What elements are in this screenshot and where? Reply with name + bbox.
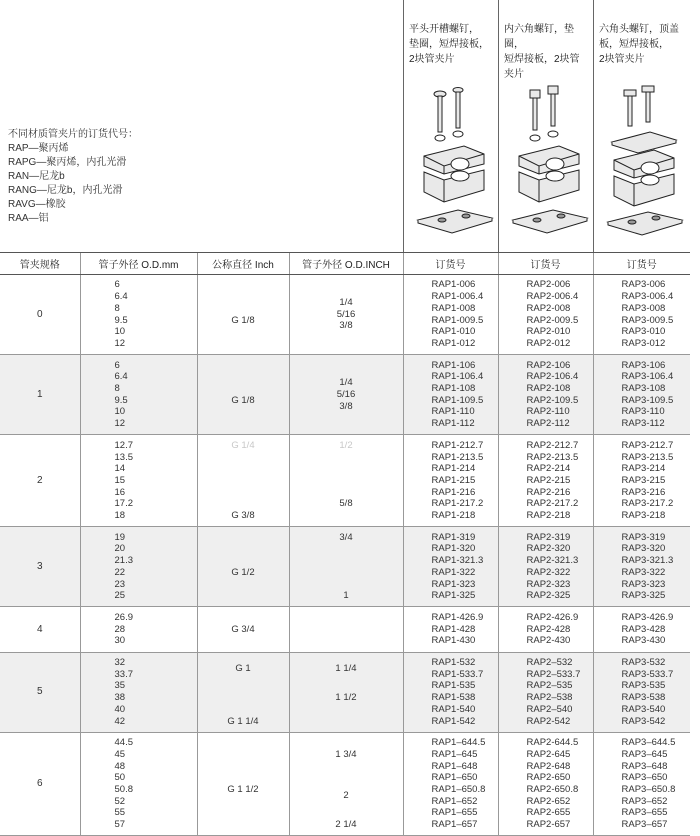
- order-code-value: RAP3-217.2: [621, 498, 674, 510]
- order-code-value: RAP2-112: [526, 418, 570, 430]
- order-code-value: RAP3-321.3: [621, 555, 674, 567]
- od-mm-value: 9.5: [114, 394, 128, 406]
- order-code-rap3-cell: [593, 355, 690, 435]
- column-header-order-code-rap3: 订货号: [593, 253, 690, 275]
- clamp-size-cell: [0, 607, 80, 652]
- order-code-value: RAP1-009.5: [431, 314, 484, 326]
- order-code-value: RAP2-218: [526, 510, 571, 522]
- material-code: RAPG—聚丙烯，内孔光滑: [8, 157, 127, 168]
- order-code-value: RAP3–644.5: [621, 737, 676, 749]
- product-description: 内六角螺钉，垫圈， 短焊接板，2块管 夹片: [504, 24, 580, 80]
- order-code-value: RAP3-010: [621, 326, 666, 338]
- nominal-inch-cell: [197, 355, 289, 435]
- order-code-rap3-cell: [593, 435, 690, 527]
- od-inch-value: 1/4: [339, 377, 353, 389]
- column-header-order-code-rap1: 订货号: [403, 253, 498, 275]
- order-code-value: RAP2-652: [526, 795, 571, 807]
- order-code-rap3-cell: [593, 275, 690, 355]
- order-code-rap3-cell: [593, 607, 690, 652]
- order-code-value: RAP3–650.8: [621, 784, 676, 796]
- od-mm-value: 6: [114, 279, 120, 291]
- od-inch-value: 5/16: [336, 308, 356, 320]
- order-code-value: RAP1-212.7: [431, 439, 484, 451]
- order-code-value: RAP2-657: [526, 819, 571, 831]
- order-code-value: RAP1-320: [431, 543, 476, 555]
- od-mm-value: 21.3: [114, 555, 133, 567]
- od-mm-value: 8: [114, 302, 120, 314]
- order-code-value: RAP2–533.7: [526, 668, 581, 680]
- od-inch-value: 3/8: [339, 320, 353, 332]
- product-column-rap1: [403, 0, 498, 252]
- order-code-value: RAP3-323: [621, 578, 666, 590]
- clamp-size-value: 2: [36, 474, 43, 486]
- order-code-value: RAP3-532: [621, 657, 666, 669]
- order-code-value: RAP1-542: [431, 715, 476, 727]
- column-header-od-mm: 管子外径 O.D.mm: [80, 253, 197, 275]
- order-code-value: RAP3–650: [621, 772, 668, 784]
- order-code-value: RAP3-110: [621, 406, 665, 418]
- order-code-value: RAP3-006.4: [621, 291, 674, 303]
- product-column-rap3: [593, 0, 690, 252]
- od-inch-cell: [289, 527, 403, 607]
- order-code-value: RAP1-106: [431, 359, 476, 371]
- order-code-value: RAP3–648: [621, 760, 668, 772]
- od-mm-value: 44.5: [114, 737, 133, 749]
- od-mm-cell: [80, 527, 197, 607]
- order-code-value: RAP2-010: [526, 326, 571, 338]
- material-codes: [8, 128, 398, 226]
- order-code-value: RAP1-322: [431, 566, 476, 578]
- pipe-clamp-hex-head-screw-cover-plate-illustration: [600, 80, 686, 240]
- order-code-value: RAP2-006.4: [526, 291, 579, 303]
- order-code-rap1-cell: [403, 732, 498, 836]
- clamp-size-cell: [0, 652, 80, 732]
- od-inch-value: 1/2: [339, 439, 353, 451]
- order-code-value: RAP2-323: [526, 578, 571, 590]
- od-mm-value: 25: [114, 590, 126, 602]
- od-mm-value: 57: [114, 819, 126, 831]
- material-code: RANG—尼龙b，内孔光滑: [8, 185, 123, 196]
- clamp-size-group-row: [0, 275, 690, 355]
- order-code-value: RAP3-106: [621, 359, 666, 371]
- order-code-rap1-cell: [403, 355, 498, 435]
- order-code-value: RAP2-325: [526, 590, 571, 602]
- order-code-value: RAP3–645: [621, 748, 668, 760]
- order-code-rap1-cell: [403, 607, 498, 652]
- order-code-value: RAP1-110: [431, 406, 475, 418]
- nominal-inch-cell: [197, 732, 289, 836]
- order-code-value: RAP2-430: [526, 635, 571, 647]
- order-code-value: RAP2-106.4: [526, 371, 579, 383]
- order-code-table: [0, 252, 690, 836]
- clamp-size-group-row: [0, 607, 690, 652]
- order-code-value: RAP3-428: [621, 623, 666, 635]
- order-code-value: RAP2-213.5: [526, 451, 579, 463]
- od-inch-cell: [289, 355, 403, 435]
- od-inch-value: 2: [343, 789, 349, 801]
- order-code-value: RAP1–655: [431, 807, 478, 819]
- order-code-value: RAP2-009.5: [526, 314, 579, 326]
- od-mm-value: 26.9: [114, 611, 133, 623]
- od-inch-value: 1 1/2: [335, 692, 357, 704]
- od-mm-value: 15: [114, 474, 126, 486]
- order-code-value: RAP1-218: [431, 510, 476, 522]
- order-code-value: RAP1-006: [431, 279, 476, 291]
- od-mm-value: 48: [114, 760, 126, 772]
- order-code-value: RAP2-214: [526, 463, 571, 475]
- order-code-rap2-cell: [498, 607, 593, 652]
- order-code-value: RAP3-325: [621, 590, 666, 602]
- order-code-value: RAP2-012: [526, 338, 571, 349]
- material-code: RAP—聚丙烯: [8, 143, 69, 154]
- nominal-inch-value: G 1 1/4: [227, 715, 259, 727]
- od-mm-value: 45: [114, 748, 126, 760]
- order-code-value: RAP1–657: [431, 819, 478, 831]
- clamp-size-value: 4: [36, 623, 43, 635]
- order-code-value: RAP2-645: [526, 748, 571, 760]
- order-code-value: RAP1–652: [431, 795, 478, 807]
- order-code-value: RAP3-430: [621, 635, 666, 647]
- order-code-rap1-cell: [403, 652, 498, 732]
- od-mm-value: 52: [114, 795, 126, 807]
- clamp-size-cell: [0, 732, 80, 836]
- column-header-od-inch: 管子外径 O.D.INCH: [289, 253, 403, 275]
- clamp-size-value: 1: [36, 388, 43, 400]
- nominal-inch-value: G 1/8: [231, 314, 255, 326]
- od-inch-value: 5/8: [339, 498, 353, 510]
- order-code-rap2-cell: [498, 275, 593, 355]
- order-code-value: RAP1-217.2: [431, 498, 484, 510]
- order-code-value: RAP2–540: [526, 703, 573, 715]
- order-code-value: RAP2-648: [526, 760, 571, 772]
- clamp-size-group-row: [0, 355, 690, 435]
- od-mm-cell: [80, 355, 197, 435]
- material-code: RAN—尼龙b: [8, 171, 65, 182]
- od-mm-value: 16: [114, 486, 126, 498]
- od-inch-value: 3/8: [339, 400, 353, 412]
- order-code-value: RAP2-644.5: [526, 737, 579, 749]
- order-code-value: RAP1-323: [431, 578, 476, 590]
- order-code-value: RAP1-008: [431, 302, 476, 314]
- order-code-value: RAP1–644.5: [431, 737, 486, 749]
- table-header-row: [0, 253, 690, 275]
- order-code-value: RAP3-320: [621, 543, 666, 555]
- order-code-value: RAP3-006: [621, 279, 666, 291]
- order-code-value: RAP2–535: [526, 680, 573, 692]
- od-mm-value: 6: [114, 359, 120, 371]
- od-inch-value: 1/4: [339, 297, 353, 309]
- order-code-rap2-cell: [498, 652, 593, 732]
- nominal-inch-cell: [197, 607, 289, 652]
- od-mm-value: 40: [114, 703, 126, 715]
- order-code-value: RAP3-319: [621, 531, 666, 543]
- order-code-value: RAP3-106.4: [621, 371, 674, 383]
- od-inch-cell: [289, 652, 403, 732]
- order-code-value: RAP3-218: [621, 510, 666, 522]
- product-description: 六角头螺钉，顶盖 板，短焊接板， 2块管夹片: [599, 24, 679, 65]
- od-mm-value: 33.7: [114, 668, 133, 680]
- order-code-value: RAP3-008: [621, 302, 666, 314]
- clamp-size-cell: [0, 355, 80, 435]
- clamp-size-group-row: [0, 732, 690, 836]
- material-code: RAVG—橡胶: [8, 199, 66, 210]
- order-code-value: RAP3-112: [621, 418, 665, 430]
- order-code-value: RAP1-010: [431, 326, 476, 338]
- od-mm-value: 6.4: [114, 291, 128, 303]
- order-code-rap2-cell: [498, 732, 593, 836]
- order-code-value: RAP1-538: [431, 692, 476, 704]
- order-code-value: RAP1-112: [431, 418, 475, 430]
- order-code-value: RAP3-540: [621, 703, 666, 715]
- clamp-size-value: 6: [36, 778, 43, 790]
- order-code-value: RAP1-321.3: [431, 555, 484, 567]
- order-code-value: RAP1-533.7: [431, 668, 484, 680]
- order-code-value: RAP1-106.4: [431, 371, 484, 383]
- order-code-value: RAP2-321.3: [526, 555, 579, 567]
- order-code-value: RAP2-108: [526, 383, 571, 395]
- order-code-value: RAP2-655: [526, 807, 571, 819]
- order-code-value: RAP3-533.7: [621, 668, 674, 680]
- od-mm-value: 28: [114, 623, 126, 635]
- od-mm-value: 12.7: [114, 439, 133, 451]
- order-code-value: RAP2-217.2: [526, 498, 579, 510]
- clamp-size-cell: [0, 275, 80, 355]
- order-code-value: RAP2-109.5: [526, 394, 579, 406]
- order-code-value: RAP1-535: [431, 680, 476, 692]
- od-mm-value: 35: [114, 680, 126, 692]
- od-inch-value: 5/16: [336, 388, 356, 400]
- pipe-clamp-slotted-screw-illustration: [410, 80, 496, 240]
- od-mm-value: 9.5: [114, 314, 128, 326]
- order-code-value: RAP3-012: [621, 338, 666, 349]
- od-mm-value: 13.5: [114, 451, 133, 463]
- order-code-value: RAP2-650: [526, 772, 571, 784]
- product-column-rap2: [498, 0, 593, 252]
- order-code-value: RAP3-426.9: [621, 611, 674, 623]
- order-code-value: RAP2-212.7: [526, 439, 579, 451]
- order-code-value: RAP1-325: [431, 590, 476, 602]
- nominal-inch-cell: [197, 435, 289, 527]
- order-code-value: RAP3–657: [621, 819, 668, 831]
- order-code-value: RAP1-213.5: [431, 451, 484, 463]
- order-code-value: RAP3-538: [621, 692, 666, 704]
- order-code-value: RAP3–652: [621, 795, 668, 807]
- order-code-value: RAP3-213.5: [621, 451, 674, 463]
- order-code-rap2-cell: [498, 527, 593, 607]
- od-inch-cell: [289, 607, 403, 652]
- order-code-value: RAP3-109.5: [621, 394, 674, 406]
- order-code-value: RAP2-006: [526, 279, 571, 291]
- od-mm-value: 50: [114, 772, 126, 784]
- clamp-size-value: 3: [36, 561, 43, 572]
- od-mm-value: 14: [114, 463, 126, 475]
- order-code-value: RAP3-542: [621, 715, 666, 727]
- od-inch-value: 1 3/4: [335, 748, 357, 760]
- order-code-value: RAP1–650.8: [431, 784, 486, 796]
- order-code-value: RAP1-532: [431, 657, 476, 669]
- order-code-value: RAP3-216: [621, 486, 666, 498]
- order-code-value: RAP2-319: [526, 531, 571, 543]
- order-code-value: RAP1-540: [431, 703, 476, 715]
- order-code-value: RAP1–650: [431, 772, 478, 784]
- order-code-rap3-cell: [593, 652, 690, 732]
- od-mm-value: 30: [114, 635, 126, 647]
- order-code-value: RAP1-109.5: [431, 394, 484, 406]
- od-mm-value: 42: [114, 715, 126, 727]
- clamp-size-group-row: [0, 527, 690, 607]
- od-inch-value: 1 1/4: [335, 662, 357, 674]
- od-mm-value: 20: [114, 543, 126, 555]
- order-code-value: RAP2-216: [526, 486, 571, 498]
- clamp-size-value: 0: [36, 308, 43, 320]
- order-code-value: RAP1-006.4: [431, 291, 484, 303]
- order-code-rap1-cell: [403, 527, 498, 607]
- column-header-order-code-rap2: 订货号: [498, 253, 593, 275]
- od-mm-value: 38: [114, 692, 126, 704]
- order-code-value: RAP1-430: [431, 635, 476, 647]
- order-code-value: RAP2-008: [526, 302, 571, 314]
- od-inch-value: 3/4: [339, 531, 353, 543]
- order-code-value: RAP2-322: [526, 566, 571, 578]
- order-code-value: RAP1-319: [431, 531, 476, 543]
- nominal-inch-value: G 3/8: [231, 510, 255, 522]
- od-mm-value: 23: [114, 578, 126, 590]
- order-code-rap3-cell: [593, 527, 690, 607]
- clamp-size-cell: [0, 527, 80, 607]
- od-mm-value: 10: [114, 406, 126, 418]
- od-mm-cell: [80, 275, 197, 355]
- od-mm-value: 50.8: [114, 784, 133, 796]
- nominal-inch-cell: [197, 652, 289, 732]
- order-code-value: RAP1-214: [431, 463, 476, 475]
- order-code-value: RAP1-216: [431, 486, 476, 498]
- od-mm-value: 8: [114, 383, 120, 395]
- material-codes-title: 不同材质管夹片的订货代号：: [8, 129, 138, 140]
- od-inch-value: 1: [343, 590, 349, 602]
- order-code-value: RAP3-214: [621, 463, 666, 475]
- product-description: 平头开槽螺钉， 垫圈，短焊接板， 2块管夹片: [409, 24, 489, 65]
- order-code-value: RAP2–538: [526, 692, 573, 704]
- od-mm-cell: [80, 652, 197, 732]
- clamp-size-value: 5: [36, 686, 43, 698]
- od-mm-value: 55: [114, 807, 126, 819]
- nominal-inch-value: G 1 1/2: [227, 784, 259, 796]
- od-mm-value: 6.4: [114, 371, 128, 383]
- order-code-value: RAP3-108: [621, 383, 666, 395]
- od-inch-cell: [289, 732, 403, 836]
- order-code-value: RAP2-650.8: [526, 784, 579, 796]
- material-code: RAA—铝: [8, 213, 49, 224]
- order-code-value: RAP3-215: [621, 474, 666, 486]
- order-code-value: RAP1-428: [431, 623, 476, 635]
- od-mm-value: 12: [114, 418, 126, 430]
- od-inch-cell: [289, 275, 403, 355]
- order-code-value: RAP2-106: [526, 359, 571, 371]
- order-code-rap1-cell: [403, 435, 498, 527]
- nominal-inch-value: G 3/4: [231, 623, 255, 635]
- od-mm-value: 19: [114, 531, 126, 543]
- order-code-value: RAP1–645: [431, 748, 478, 760]
- order-code-value: RAP3-009.5: [621, 314, 674, 326]
- nominal-inch-cell: [197, 527, 289, 607]
- clamp-size-cell: [0, 435, 80, 527]
- order-code-rap2-cell: [498, 435, 593, 527]
- order-code-value: RAP1-426.9: [431, 611, 484, 623]
- nominal-inch-value: G 1/8: [231, 394, 255, 406]
- nominal-inch-value: G 1/2: [231, 566, 255, 578]
- od-mm-cell: [80, 732, 197, 836]
- clamp-size-group-row: [0, 435, 690, 527]
- order-code-value: RAP1–648: [431, 760, 478, 772]
- order-code-value: RAP1-012: [431, 338, 476, 349]
- od-mm-cell: [80, 607, 197, 652]
- od-mm-value: 12: [114, 338, 126, 349]
- order-code-value: RAP3–655: [621, 807, 668, 819]
- od-inch-value: 2 1/4: [335, 819, 357, 831]
- od-mm-value: 22: [114, 566, 126, 578]
- clamp-size-group-row: [0, 652, 690, 732]
- order-code-value: RAP2-320: [526, 543, 571, 555]
- order-code-value: RAP2–532: [526, 657, 573, 669]
- od-inch-cell: [289, 435, 403, 527]
- column-header-nominal-inch: 公称直径 Inch: [197, 253, 289, 275]
- order-code-value: RAP3-322: [621, 566, 666, 578]
- order-code-value: RAP2-215: [526, 474, 571, 486]
- nominal-inch-value: G 1/4: [231, 439, 255, 451]
- order-code-value: RAP2-428: [526, 623, 571, 635]
- order-code-value: RAP1-215: [431, 474, 476, 486]
- nominal-inch-cell: [197, 275, 289, 355]
- order-code-value: RAP2-110: [526, 406, 570, 418]
- order-code-rap2-cell: [498, 355, 593, 435]
- od-mm-value: 18: [114, 510, 126, 522]
- order-code-value: RAP2-542: [526, 715, 571, 727]
- order-code-value: RAP3-212.7: [621, 439, 674, 451]
- od-mm-cell: [80, 435, 197, 527]
- pipe-clamp-hex-socket-screw-illustration: [505, 80, 591, 240]
- order-code-rap1-cell: [403, 275, 498, 355]
- order-code-value: RAP1-108: [431, 383, 476, 395]
- nominal-inch-value: G 1: [235, 662, 251, 674]
- column-header-clamp-size: 管夹规格: [0, 253, 80, 275]
- order-code-rap3-cell: [593, 732, 690, 836]
- od-mm-value: 32: [114, 657, 126, 669]
- order-code-value: RAP2-426.9: [526, 611, 579, 623]
- order-code-value: RAP3-535: [621, 680, 666, 692]
- od-mm-value: 17.2: [114, 498, 133, 510]
- od-mm-value: 10: [114, 326, 126, 338]
